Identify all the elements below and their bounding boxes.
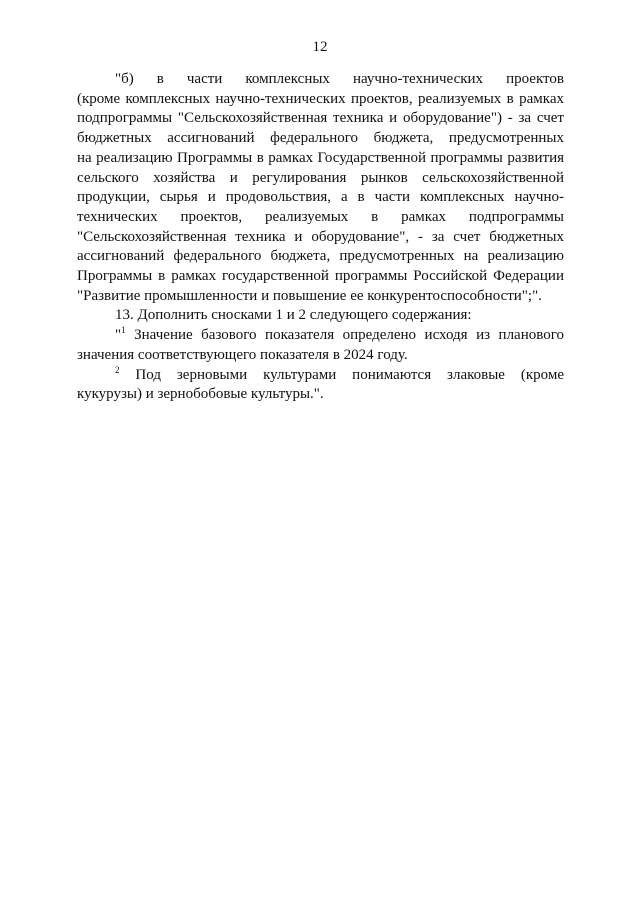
paragraph-line: "б) в части комплексных научно-технических проектов (115, 71, 564, 87)
paragraph-13 (77, 306, 564, 326)
paragraph-line: подпрограммы "Сельскохозяйственная техника и оборудование") - за счет (77, 110, 564, 127)
paragraph-line: "Сельскохозяйственная техника и оборудование", - за счет бюджетных (77, 228, 564, 245)
footnote-1-text: Значение базового показателя определено исходя из планового (134, 327, 565, 344)
paragraph-line: Программы в рамках государственной программы Российской Федерации (77, 268, 564, 285)
paragraph-line: "Развитие промышленности и повышение ее конкурентоспособности";". (77, 287, 542, 304)
footnote-1-line (77, 326, 564, 346)
footnote-2-marker: 2 (115, 364, 120, 375)
footnote-1 (77, 326, 564, 365)
paragraph-13-text: 13. Дополнить сносками 1 и 2 следующего содержания: (115, 307, 472, 324)
footnote-2-line: кукурузы) и зернобобовые культуры.". (77, 386, 324, 403)
paragraph-line: ассигнований федерального бюджета, предусмотренных на реализацию (77, 248, 564, 265)
paragraph-line: (кроме комплексных научно-технических проектов, реализуемых в рамках (77, 90, 564, 107)
paragraph-line: технических проектов, реализуемых в рамках подпрограммы (77, 208, 564, 225)
footnote-2 (77, 366, 564, 405)
footnote-1-line: значения соответствующего показателя в 2024 году. (77, 346, 408, 363)
page-number: 12 (312, 39, 328, 55)
footnote-1-marker: 1 (121, 325, 126, 336)
paragraph-b (77, 70, 564, 306)
document-body (77, 70, 564, 405)
paragraph-line: продукции, сырья и продовольствия, а в части комплексных научно- (77, 189, 564, 206)
footnote-1-open-quote: " (115, 327, 122, 344)
paragraph-line: бюджетных ассигнований федерального бюджета, предусмотренных (77, 130, 564, 147)
paragraph-line: сельского хозяйства и регулирования рынков сельскохозяйственной (77, 169, 564, 186)
paragraph-line: на реализацию Программы в рамках Государственной программы развития (77, 149, 564, 166)
footnote-2-line (77, 366, 564, 386)
footnote-2-text: Под зерновыми культурами понимаются злаковые (кроме (135, 366, 565, 383)
